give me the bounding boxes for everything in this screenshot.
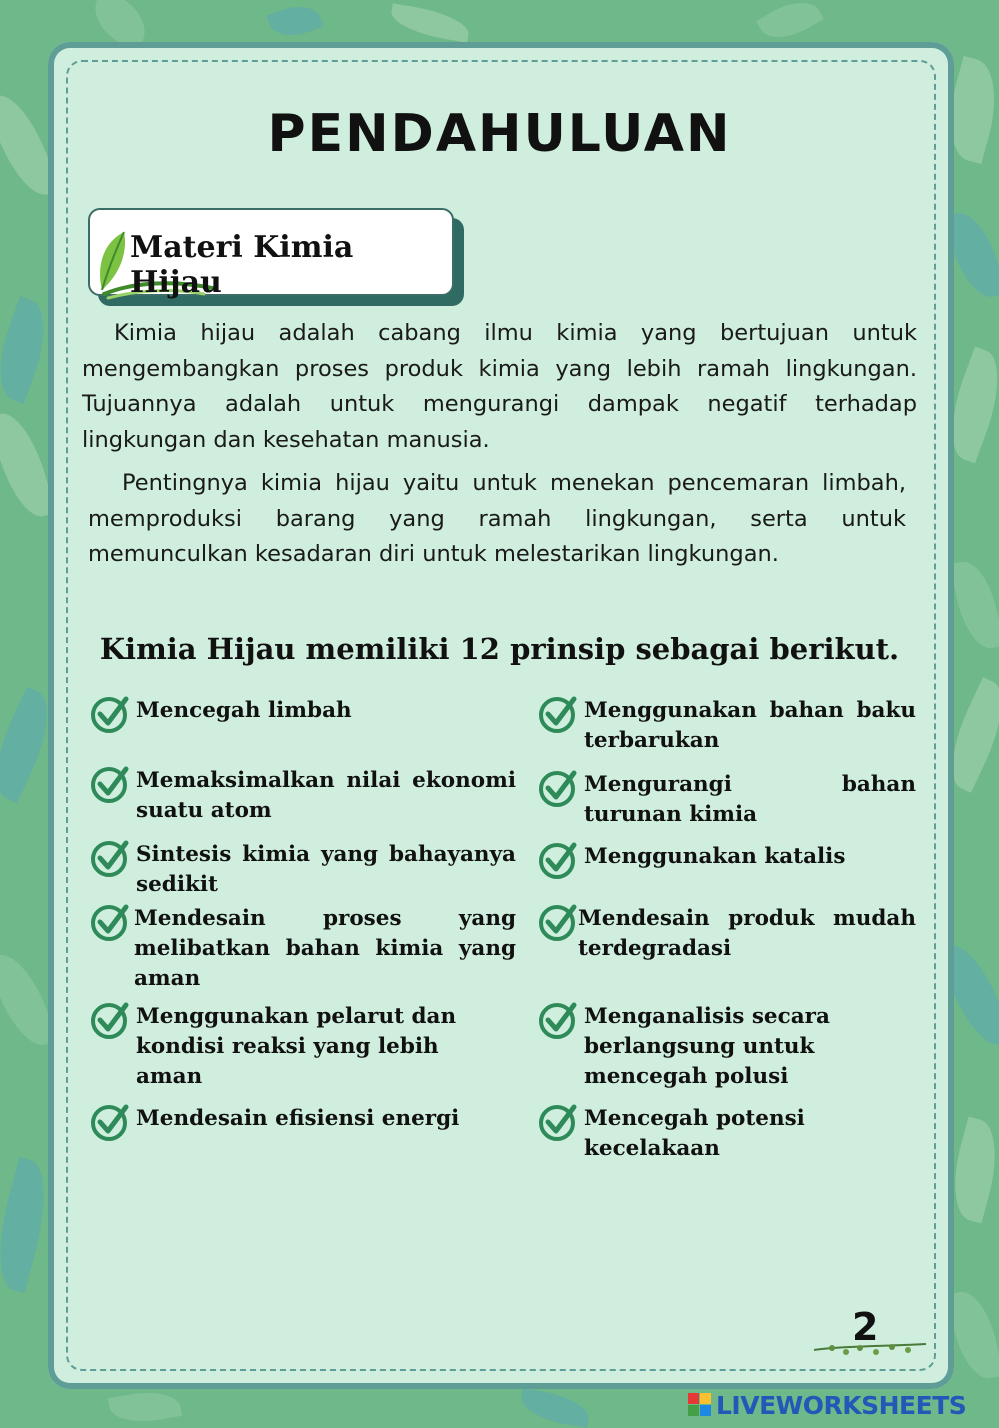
principle-text: Mencegah limbah	[136, 698, 352, 723]
check-circle-icon	[538, 840, 578, 884]
check-circle-icon	[90, 1102, 130, 1146]
section-title: Materi Kimia Hijau	[130, 230, 354, 300]
check-circle-icon	[538, 902, 578, 946]
principle-text: Menggunakan pelarut dan kondisi reaksi yang lebih aman	[136, 1004, 457, 1089]
check-circle-icon	[90, 764, 130, 808]
principle-text: Mendesain proses yang melibatkan bahan kimia yang aman	[134, 906, 516, 991]
check-circle-icon	[90, 694, 130, 738]
page-number: 2	[852, 1305, 879, 1349]
section-label-box	[88, 208, 454, 300]
liveworksheets-logo-icon	[688, 1393, 712, 1417]
principle-text: Menggunakan katalis	[584, 844, 846, 869]
leaf-decoration	[266, 0, 323, 44]
check-circle-icon	[90, 902, 130, 946]
leaf-decoration	[947, 1287, 999, 1383]
check-circle-icon	[538, 768, 578, 812]
leaf-decoration	[108, 1386, 182, 1428]
principle-text: Mencegah potensi kecelakaan	[584, 1106, 805, 1161]
leaf-decoration	[388, 3, 471, 42]
page-title: PENDAHULUAN	[267, 104, 732, 164]
principle-text: Menggunakan bahan baku terbarukan	[584, 698, 916, 753]
leaf-decoration	[518, 1388, 592, 1428]
check-circle-icon	[538, 694, 578, 738]
principle-text: Mengurangi bahan turunan kimia	[584, 772, 916, 827]
check-circle-icon	[90, 838, 130, 882]
check-circle-icon	[90, 1000, 130, 1044]
check-circle-icon	[538, 1000, 578, 1044]
principle-text: Menganalisis secara berlangsung untuk mencegah polusi	[584, 1004, 830, 1089]
importance-paragraph: Pentingnya kimia hijau yaitu untuk menekan pencemaran limbah, memproduksi barang yang ramah lingkungan, serta untuk memunculkan kesadaran diri untuk melestarikan lingkungan.	[88, 470, 906, 567]
watermark	[688, 1388, 993, 1422]
watermark-text: LIVEWORKSHEETS	[716, 1390, 967, 1420]
principles-heading: Kimia Hijau memiliki 12 prinsip sebagai berikut.	[99, 632, 900, 666]
intro-paragraph: Kimia hijau adalah cabang ilmu kimia yang bertujuan untuk mengembangkan proses produk kimia yang lebih ramah lingkungan. Tujuannya adalah untuk mengurangi dampak negatif terhadap lingkungan dan kesehatan manusia.	[82, 320, 917, 453]
principle-text: Mendesain efisiensi energi	[136, 1106, 460, 1131]
principle-text: Mendesain produk mudah terdegradasi	[578, 906, 916, 961]
principle-text: Sintesis kimia yang bahayanya sedikit	[136, 842, 516, 897]
check-circle-icon	[538, 1102, 578, 1146]
principle-text: Memaksimalkan nilai ekonomi suatu atom	[136, 768, 516, 823]
